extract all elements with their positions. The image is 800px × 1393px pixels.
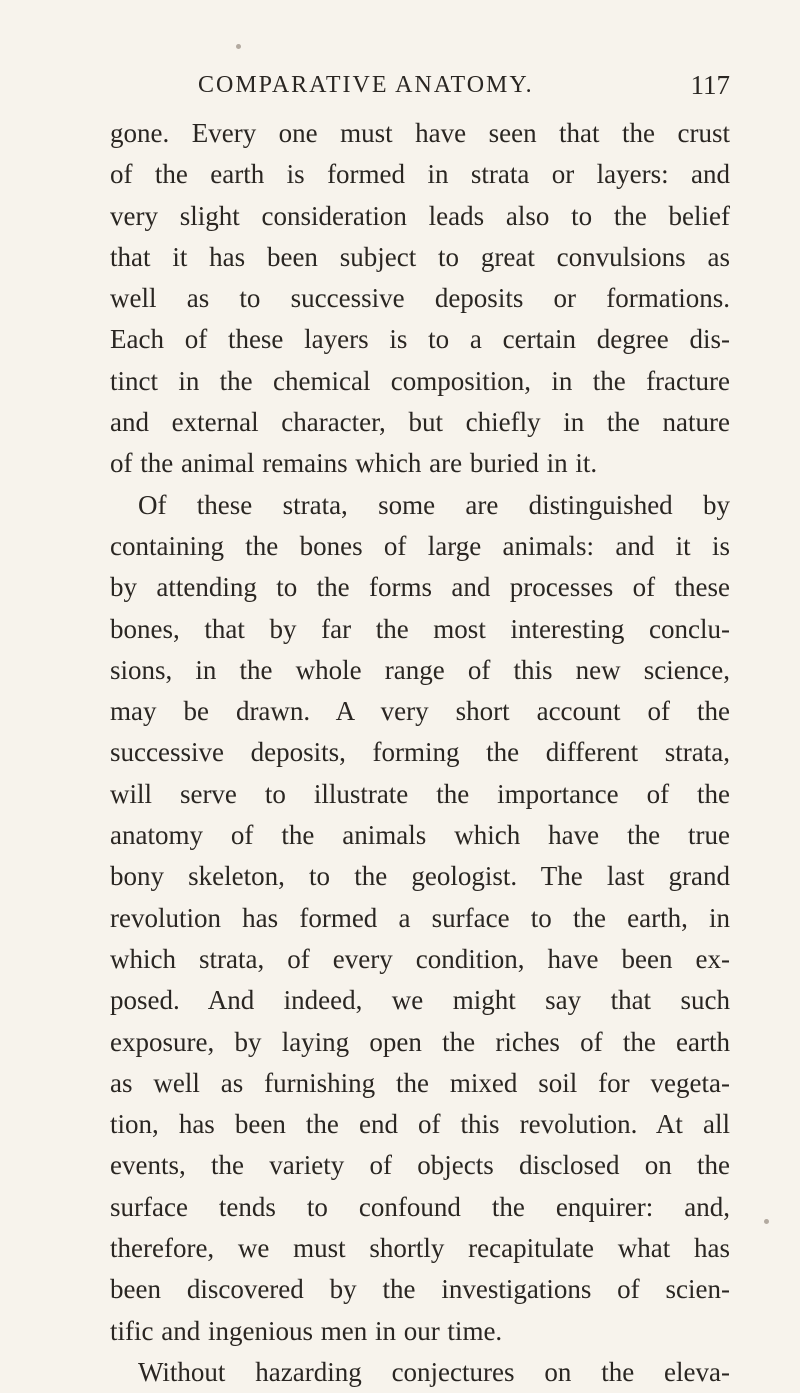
text-line: very slight consideration leads also to the belief xyxy=(110,200,730,231)
text-line: tific and ingenious men in our time. xyxy=(110,1315,503,1346)
text-line: been discovered by the investigations of scien- xyxy=(110,1274,730,1305)
text-line: events, the variety of objects disclosed on the xyxy=(110,1150,730,1181)
text-line: tion, has been the end of this revolution. At all xyxy=(110,1109,730,1140)
text-line: may be drawn. A very short account of the xyxy=(110,696,730,727)
text-line: exposure, by laying open the riches of the earth xyxy=(110,1026,730,1057)
page-header xyxy=(110,70,730,110)
text-line: and external character, but chiefly in the nature xyxy=(110,407,730,438)
text-line: sions, in the whole range of this new science, xyxy=(110,654,730,685)
text-line: well as to successive deposits or formations. xyxy=(110,283,730,314)
text-line: bones, that by far the most interesting conclu- xyxy=(110,613,730,644)
text-line: therefore, we must shortly recapitulate what has xyxy=(110,1233,730,1264)
body-text xyxy=(110,113,730,1393)
text-line: successive deposits, forming the different strata, xyxy=(110,737,730,768)
text-line: as well as furnishing the mixed soil for vegeta- xyxy=(110,1067,730,1098)
text-line: surface tends to confound the enquirer: and, xyxy=(110,1191,730,1222)
text-line: posed. And indeed, we might say that such xyxy=(110,985,730,1016)
paper-speck xyxy=(764,1219,769,1224)
text-line: revolution has formed a surface to the earth, in xyxy=(110,902,730,933)
page-number: 117 xyxy=(690,70,730,100)
text-line: which strata, of every condition, have been ex- xyxy=(110,943,730,974)
paper-speck xyxy=(236,44,241,49)
text-line: anatomy of the animals which have the true xyxy=(110,820,730,851)
text-line: Each of these layers is to a certain degree dis- xyxy=(110,324,730,355)
text-line: that it has been subject to great convulsions as xyxy=(110,241,730,272)
text-line: containing the bones of large animals: and it is xyxy=(110,530,730,561)
text-line: will serve to illustrate the importance of the xyxy=(110,778,730,809)
text-line: Without hazarding conjectures on the eleva- xyxy=(138,1356,730,1387)
text-line: of the animal remains which are buried in it. xyxy=(110,448,598,479)
text-line: Of these strata, some are distinguished by xyxy=(138,489,730,520)
text-line: bony skeleton, to the geologist. The last grand xyxy=(110,861,730,892)
text-line: by attending to the forms and processes of these xyxy=(110,572,730,603)
text-line: gone. Every one must have seen that the crust xyxy=(110,118,730,148)
text-line: of the earth is formed in strata or layers: and xyxy=(110,159,730,190)
running-title: COMPARATIVE ANATOMY. xyxy=(198,72,534,98)
text-line: tinct in the chemical composition, in the fracture xyxy=(110,365,730,396)
